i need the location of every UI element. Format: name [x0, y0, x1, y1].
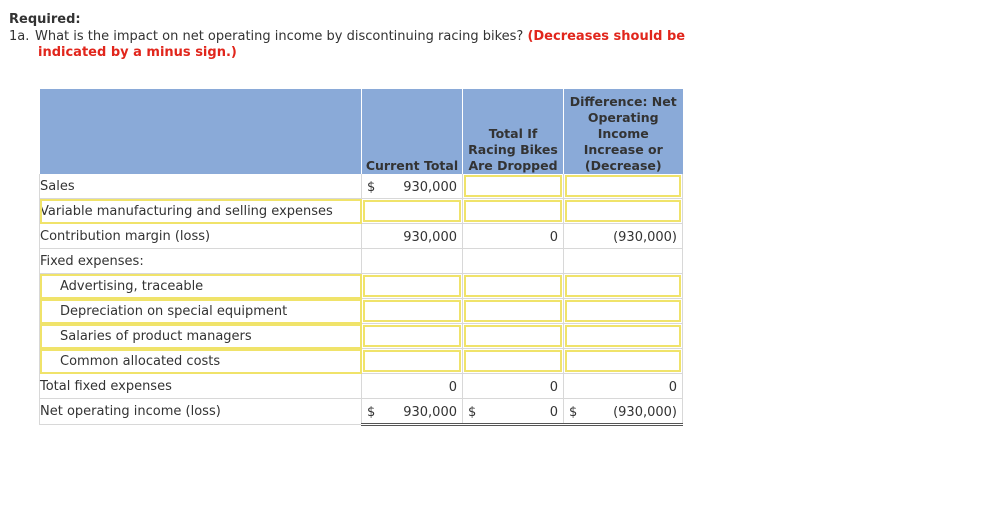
current-total-cell[interactable]: $ 930,000 [362, 174, 463, 199]
header-label-col [40, 89, 362, 174]
current-total-input[interactable] [362, 299, 463, 324]
current-total-cell [362, 249, 463, 274]
dropped-total-input[interactable] [463, 324, 564, 349]
row-label: Variable manufacturing and selling expenses [40, 199, 362, 224]
table-row [40, 374, 683, 399]
current-total-input[interactable] [362, 324, 463, 349]
dropped-total-cell [463, 249, 564, 274]
table-header-row [40, 89, 683, 174]
question-number: 1a. [9, 29, 30, 44]
question-body: What is the impact on net operating income by discontinuing racing bikes? [35, 29, 524, 44]
row-label: Contribution margin (loss) [40, 224, 362, 249]
header-difference: Difference: Net Operating Income Increase or (Decrease) [564, 89, 683, 174]
difference-input[interactable] [564, 324, 683, 349]
row-label: Sales [40, 174, 362, 199]
dropped-total-input[interactable] [463, 274, 564, 299]
row-label: Total fixed expenses [40, 374, 362, 399]
row-label: Net operating income (loss) [40, 399, 362, 425]
row-label: Advertising, traceable [40, 274, 362, 299]
row-label: Common allocated costs [40, 349, 362, 374]
difference-input[interactable] [564, 199, 683, 224]
analysis-table [39, 89, 683, 426]
difference-input[interactable] [564, 174, 683, 199]
table-row [40, 349, 683, 374]
difference-cell: $ (930,000) [564, 399, 683, 425]
row-label: Fixed expenses: [40, 249, 362, 274]
table-row [40, 249, 683, 274]
table-row [40, 224, 683, 249]
question-hint-2: indicated by a minus sign.) [38, 45, 237, 60]
dropped-total-input[interactable] [463, 349, 564, 374]
required-heading: Required: [9, 12, 81, 27]
question-text [9, 29, 689, 61]
current-total-cell: 0 [362, 374, 463, 399]
dropped-total-input[interactable] [463, 174, 564, 199]
current-total-cell: 930,000 [362, 224, 463, 249]
table-row [40, 199, 683, 224]
table-row [40, 324, 683, 349]
question-hint-1: (Decreases should be [527, 29, 686, 44]
dropped-total-cell: $ 0 [463, 399, 564, 425]
table-row [40, 174, 683, 199]
current-total-cell: $ 930,000 [362, 399, 463, 425]
difference-input[interactable] [564, 349, 683, 374]
difference-input[interactable] [564, 274, 683, 299]
difference-input[interactable] [564, 299, 683, 324]
dropped-total-cell: 0 [463, 374, 564, 399]
table-row [40, 399, 683, 425]
current-total-input[interactable] [362, 199, 463, 224]
difference-cell: 0 [564, 374, 683, 399]
difference-cell: (930,000) [564, 224, 683, 249]
table-row [40, 299, 683, 324]
row-label: Salaries of product managers [40, 324, 362, 349]
current-total-input[interactable] [362, 274, 463, 299]
row-label: Depreciation on special equipment [40, 299, 362, 324]
dropped-total-input[interactable] [463, 199, 564, 224]
header-current-total: Current Total [362, 89, 463, 174]
difference-cell [564, 249, 683, 274]
dropped-total-cell: 0 [463, 224, 564, 249]
table-row [40, 274, 683, 299]
dropped-total-input[interactable] [463, 299, 564, 324]
header-total-if-dropped: Total If Racing Bikes Are Dropped [463, 89, 564, 174]
current-total-input[interactable] [362, 349, 463, 374]
